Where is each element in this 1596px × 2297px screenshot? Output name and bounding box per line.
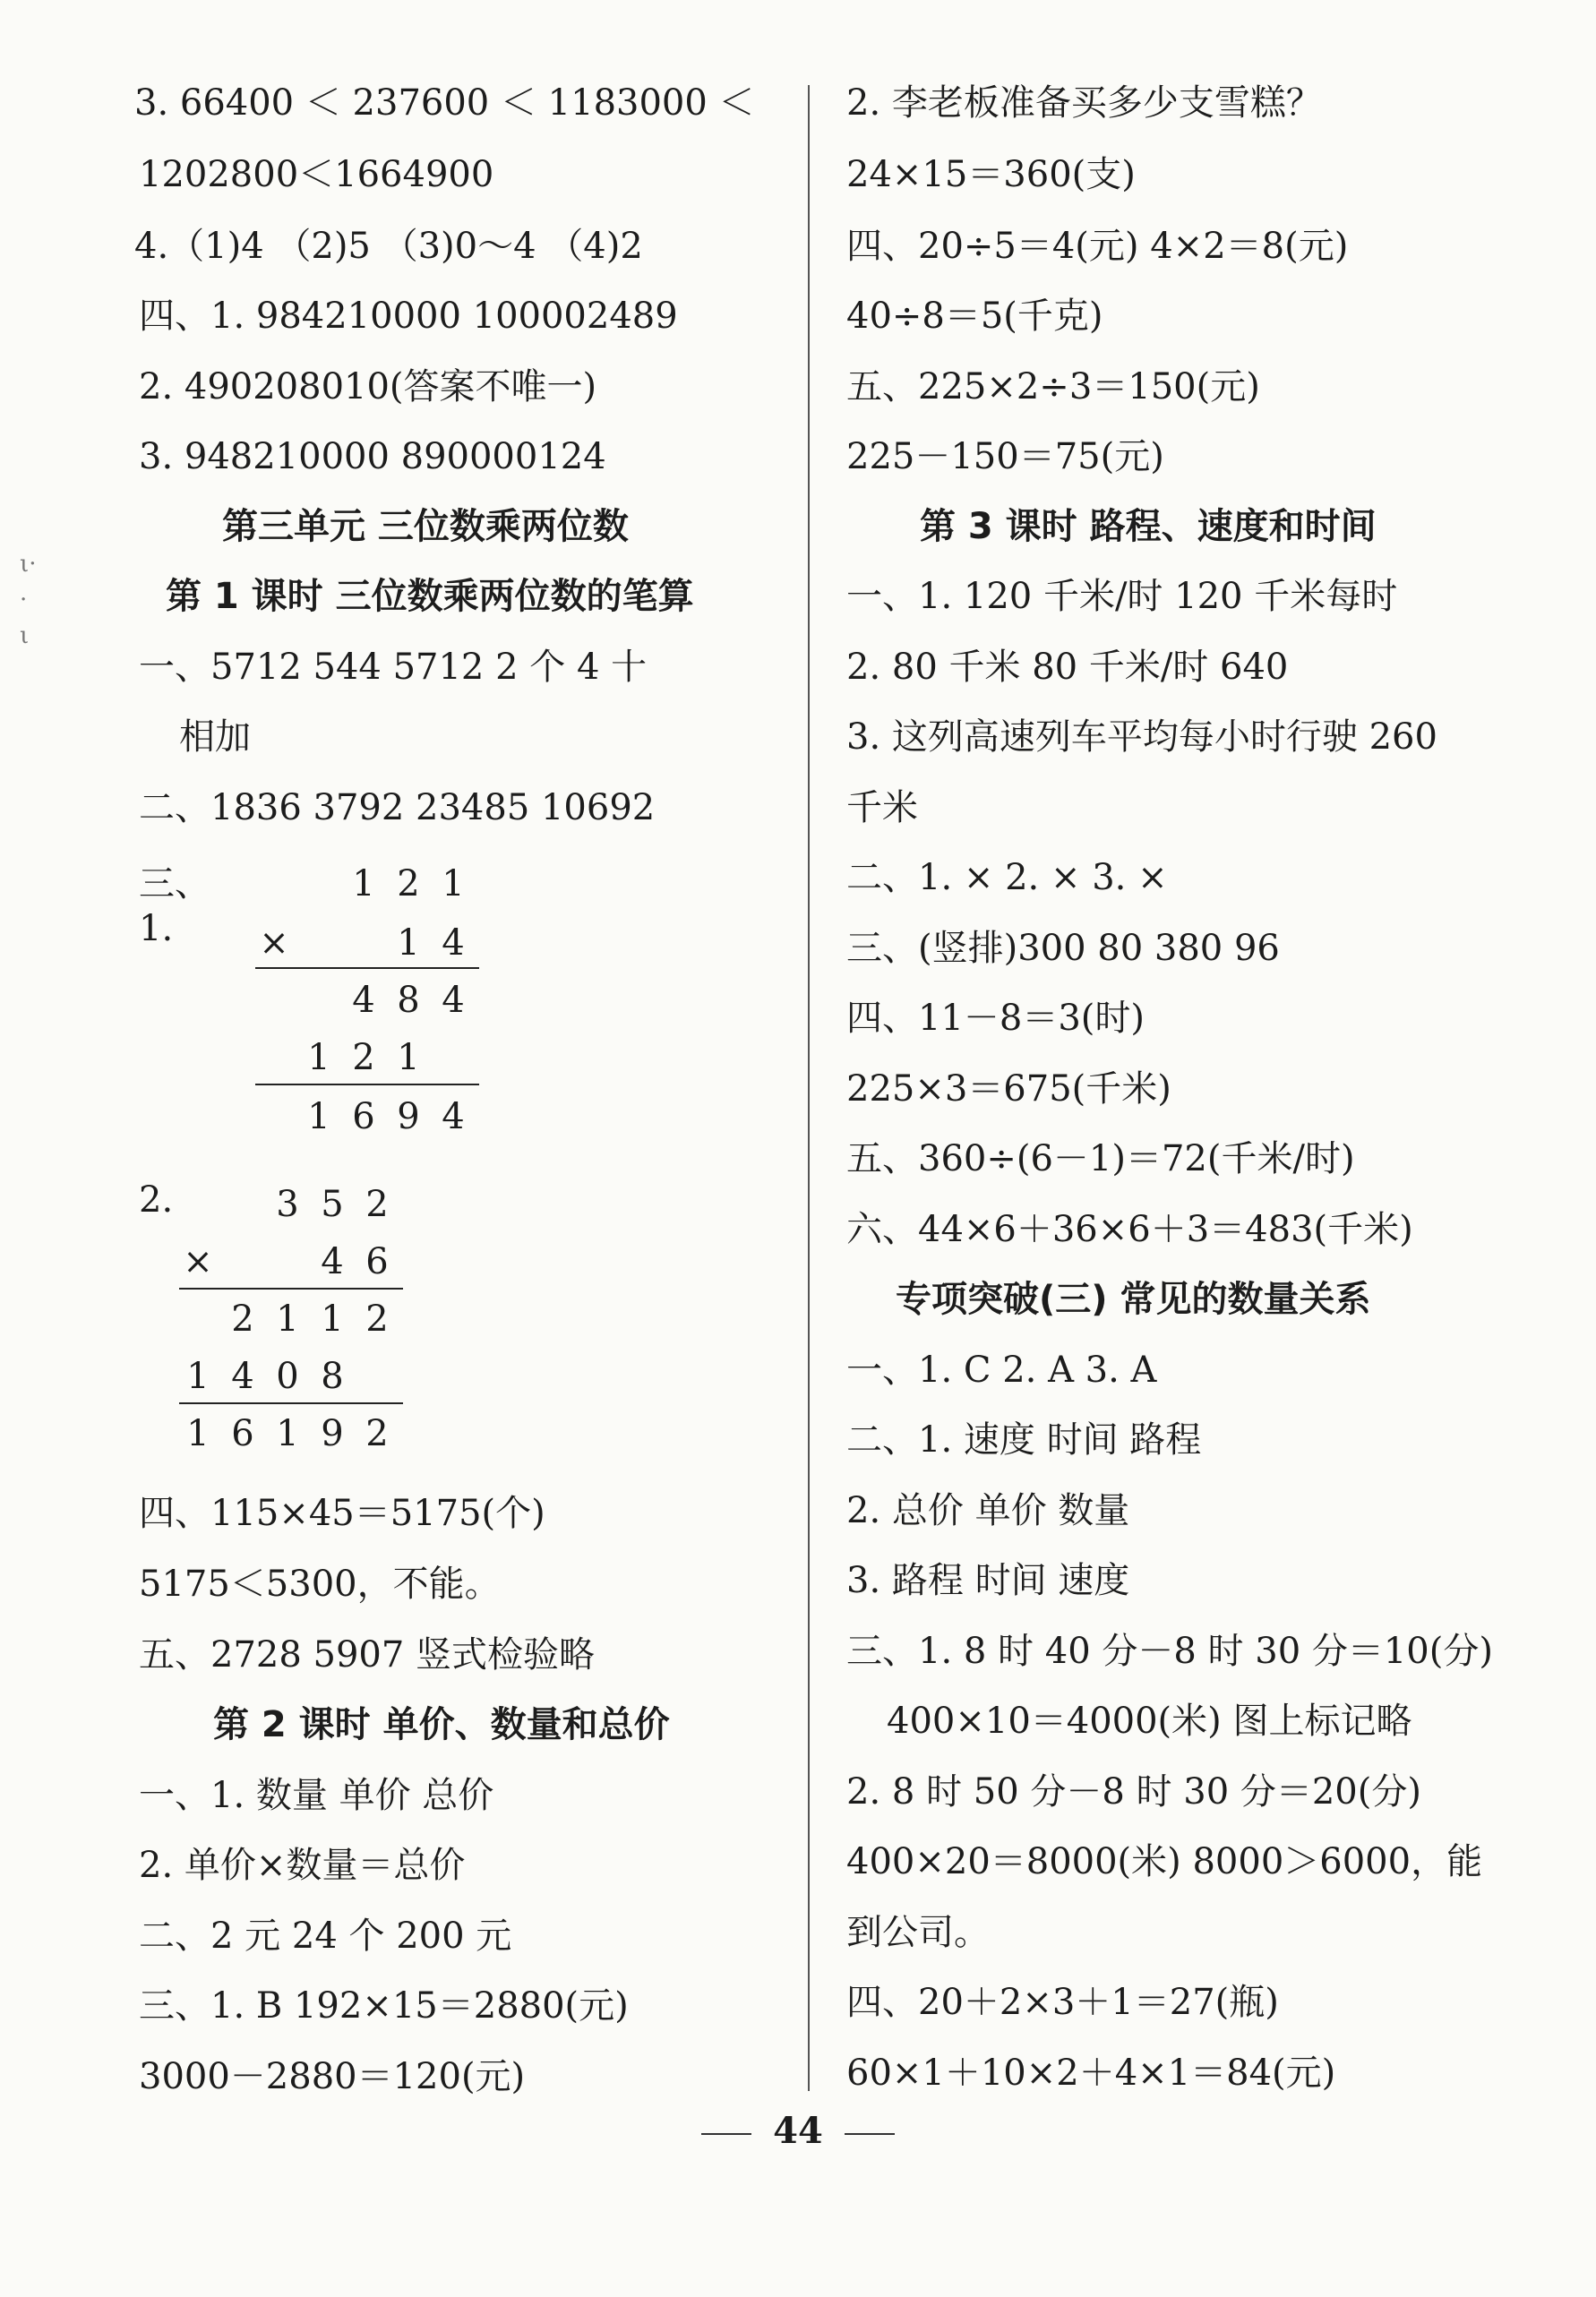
digit: 9	[397, 1096, 420, 1137]
answer-line: 225×3＝675(千米)	[846, 1068, 1171, 1110]
answer-line: 5175＜5300，不能。	[139, 1564, 501, 1605]
digit: 4	[442, 922, 465, 964]
digit: 1	[307, 1037, 330, 1078]
digit: 2	[365, 1413, 389, 1454]
footer-dash	[845, 2133, 895, 2135]
answer-line: 三、(竖排)300 80 380 96	[846, 928, 1280, 969]
calc-rule	[255, 967, 479, 969]
unit-title: 第三单元 三位数乘两位数	[222, 506, 629, 547]
page-number-footer	[0, 2109, 1596, 2154]
calc-label: 三、1.	[139, 863, 210, 949]
answer-line: 3. 路程 时间 速度	[846, 1560, 1130, 1601]
calc-rule	[179, 1288, 403, 1290]
digit: 1	[186, 1356, 210, 1397]
answer-line: 一、5712 544 5712 2 个 4 十	[139, 647, 648, 688]
answer-line: 3000－2880＝120(元)	[139, 2056, 526, 2097]
answer-line: 一、1. 数量 单价 总价	[139, 1775, 494, 1816]
column-divider	[808, 85, 810, 2091]
answer-line: 四、1. 984210000 100002489	[139, 296, 678, 337]
answer-line: 400×20＝8000(米) 8000＞6000，能	[846, 1841, 1483, 1882]
digit: 3	[276, 1184, 299, 1225]
answer-line: 2. 80 千米 80 千米/时 640	[846, 647, 1289, 688]
answer-line: 五、2728 5907 竖式检验略	[139, 1634, 596, 1676]
answer-line: 4.（1)4 （2)5 （3)0～4 （4)2	[134, 226, 643, 267]
answer-line: 二、2 元 24 个 200 元	[139, 1916, 512, 1957]
answer-line: 四、20÷5＝4(元) 4×2＝8(元)	[846, 226, 1349, 267]
digit: 1	[321, 1298, 344, 1340]
lesson-title: 第 3 课时 路程、速度和时间	[920, 506, 1377, 547]
digit: 2	[231, 1298, 254, 1340]
multiply-sign: ×	[183, 1241, 213, 1282]
footer-dash	[701, 2133, 751, 2135]
digit: 2	[365, 1298, 389, 1340]
digit: 1	[307, 1096, 330, 1137]
lesson-title: 第 2 课时 单价、数量和总价	[213, 1704, 670, 1745]
section-title: 专项突破(三) 常见的数量关系	[896, 1279, 1371, 1320]
calc-label: 2.	[139, 1179, 174, 1221]
answer-line: 五、225×2÷3＝150(元)	[846, 366, 1260, 407]
answer-line: 2. 李老板准备买多少支雪糕？	[846, 82, 1322, 124]
digit: 2	[352, 1037, 375, 1078]
digit: 6	[365, 1241, 389, 1282]
answer-line: 二、1. 速度 时间 路程	[846, 1419, 1202, 1461]
digit: 9	[321, 1413, 344, 1454]
digit: 2	[365, 1184, 389, 1225]
digit: 1	[186, 1413, 210, 1454]
digit: 8	[397, 980, 420, 1021]
digit: 1	[276, 1413, 299, 1454]
digit: 1	[352, 863, 375, 904]
calc-rule	[179, 1402, 403, 1404]
digit: 5	[321, 1184, 344, 1225]
answer-line: 四、11－8＝3(时)	[846, 998, 1146, 1039]
answer-line: 2. 490208010(答案不唯一)	[139, 366, 597, 407]
answer-line: 二、1. × 2. × 3. ×	[846, 857, 1168, 898]
answer-line: 六、44×6＋36×6＋3＝483(千米)	[846, 1209, 1413, 1250]
digit: 6	[352, 1096, 375, 1137]
answer-line: 2. 8 时 50 分－8 时 30 分＝20(分)	[846, 1771, 1421, 1813]
answer-line: 3. 这列高速列车平均每小时行驶 260	[846, 716, 1437, 758]
answer-line: 24×15＝360(支)	[846, 154, 1136, 195]
answer-line: 到公司。	[846, 1912, 990, 1953]
digit: 2	[397, 863, 420, 904]
answer-line: 一、1. 120 千米/时 120 千米每时	[846, 576, 1398, 617]
answer-line: 3. 948210000 890000124	[139, 436, 606, 477]
answer-line: 三、1. 8 时 40 分－8 时 30 分＝10(分)	[846, 1631, 1493, 1672]
answer-line: 60×1＋10×2＋4×1＝84(元)	[846, 2053, 1336, 2094]
answer-line: 2. 总价 单价 数量	[846, 1490, 1130, 1531]
digit: 1	[442, 863, 465, 904]
answer-line: 三、1. B 192×15＝2880(元)	[139, 1985, 629, 2027]
answer-line: 千米	[846, 787, 918, 828]
answer-line: 2. 单价×数量＝总价	[139, 1845, 466, 1886]
digit: 4	[442, 1096, 465, 1137]
lesson-title: 第 1 课时 三位数乘两位数的笔算	[166, 576, 694, 617]
answer-line: 225－150＝75(元)	[846, 436, 1164, 477]
margin-marks: ι· · ι	[20, 551, 37, 649]
answer-line: 400×10＝4000(米) 图上标记略	[887, 1701, 1412, 1742]
answer-line: 3. 66400 ＜ 237600 ＜ 1183000 ＜	[134, 82, 755, 124]
answer-line: 40÷8＝5(千克)	[846, 296, 1103, 337]
digit: 1	[397, 1037, 420, 1078]
answer-line: 五、360÷(6－1)＝72(千米/时)	[846, 1138, 1355, 1179]
digit: 8	[321, 1356, 344, 1397]
answer-line: 二、1836 3792 23485 10692	[139, 787, 656, 828]
answer-line: 相加	[179, 716, 251, 758]
digit: 0	[276, 1356, 299, 1397]
answer-line: 四、20＋2×3＋1＝27(瓶)	[846, 1982, 1279, 2023]
digit: 4	[352, 980, 375, 1021]
digit: 6	[231, 1413, 254, 1454]
digit: 1	[397, 922, 420, 964]
multiply-sign: ×	[259, 922, 289, 964]
digit: 4	[442, 980, 465, 1021]
answer-line: 一、1. C 2. A 3. A	[846, 1350, 1157, 1391]
digit: 4	[231, 1356, 254, 1397]
digit: 4	[321, 1241, 344, 1282]
answer-line: 1202800＜1664900	[139, 154, 494, 195]
page-number: 44	[773, 2110, 823, 2152]
answer-line: 四、115×45＝5175(个)	[139, 1493, 545, 1534]
digit: 1	[276, 1298, 299, 1340]
calc-rule	[255, 1084, 479, 1085]
